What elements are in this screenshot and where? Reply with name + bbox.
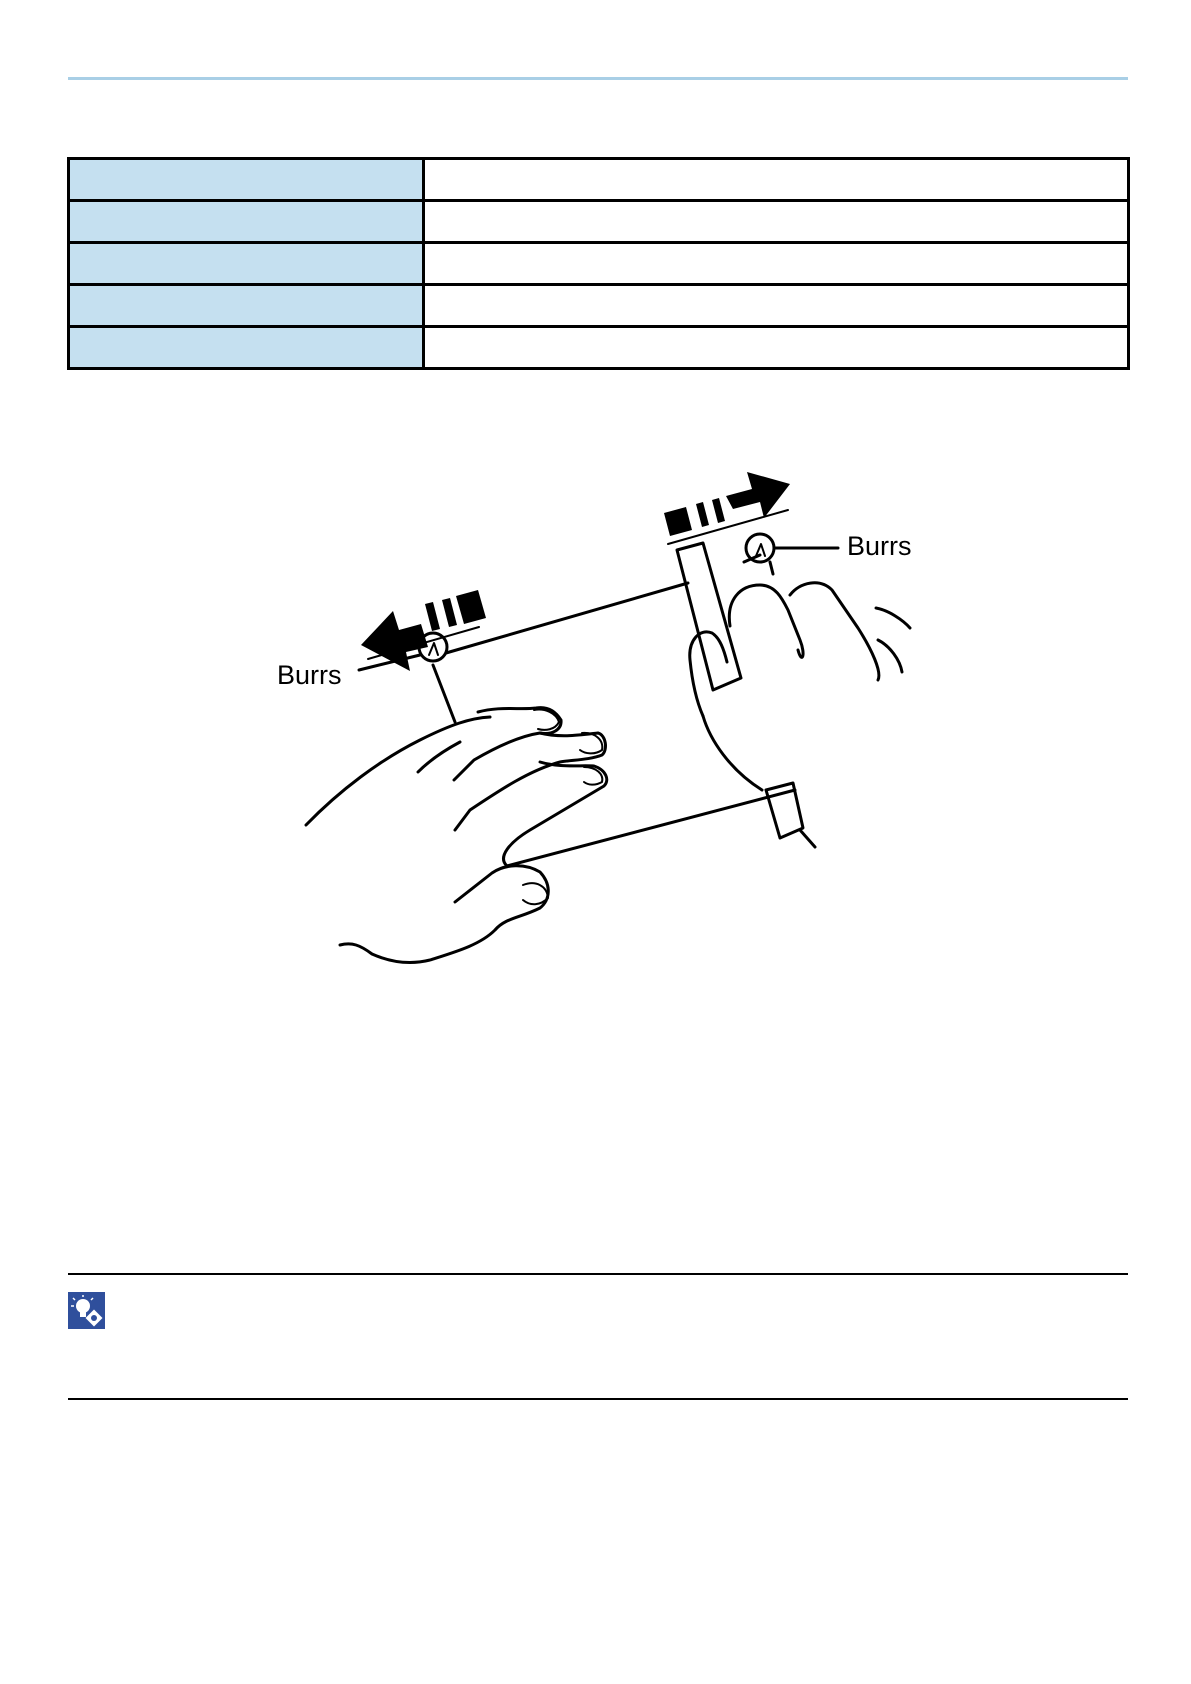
right-arrow-icon	[664, 472, 790, 544]
lightbulb-hint-icon	[68, 1292, 105, 1329]
left-burrs-callout: Burrs	[277, 660, 342, 690]
hint-bottom-rule	[68, 1398, 1128, 1400]
left-hand-fingernails	[523, 710, 602, 905]
right-burr-circle-icon	[746, 534, 774, 562]
hint-top-rule	[68, 1273, 1128, 1275]
right-burrs-callout: Burrs	[847, 531, 912, 561]
left-hand	[306, 708, 607, 963]
